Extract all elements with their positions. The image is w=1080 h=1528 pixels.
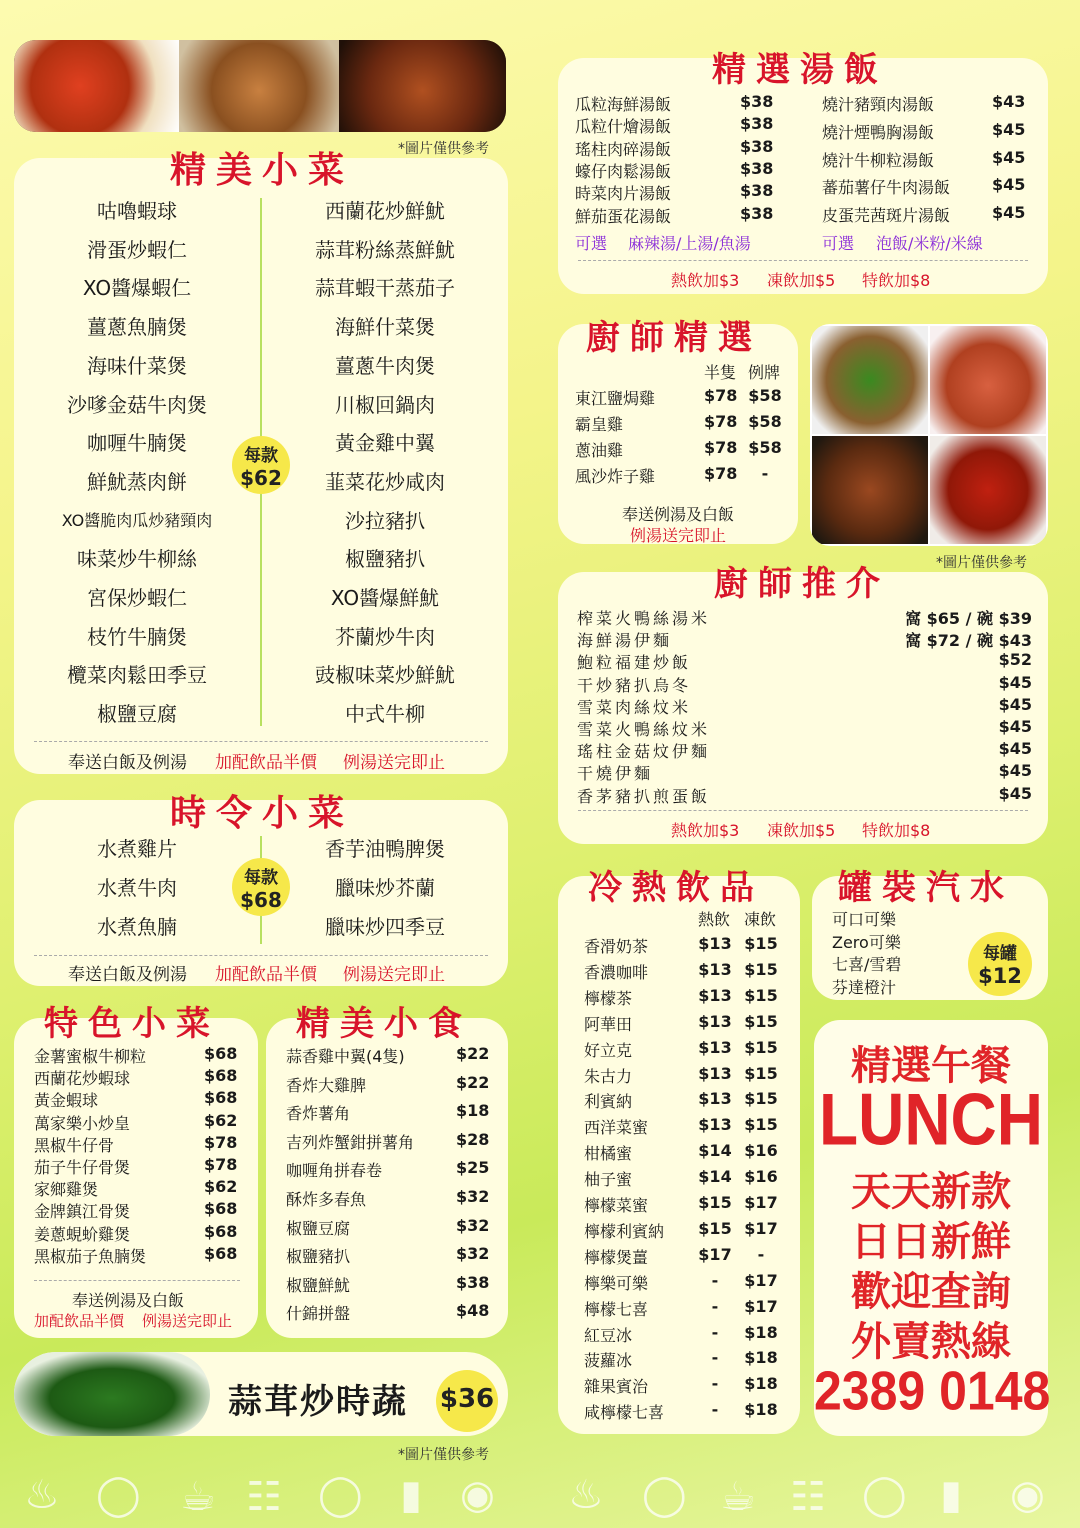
drink-cold-price: $16 <box>744 1141 778 1161</box>
shiling-footer-a: 奉送白飯及例湯 <box>68 965 187 985</box>
soup-rice-price: $45 <box>992 203 1026 223</box>
cup-icon: ☕ <box>720 1474 756 1520</box>
chef-dish-half: $78 <box>704 438 738 457</box>
snack-item-price: $32 <box>456 1187 490 1206</box>
drink-name: 紅豆冰 <box>584 1325 633 1345</box>
drink-name: 檸檬煲薑 <box>584 1247 649 1267</box>
snack-item-name: 蒜香雞中翼(4隻) <box>286 1047 405 1066</box>
drink-hot-price: $13 <box>698 1063 732 1083</box>
drink-hot-price: $13 <box>698 1115 732 1135</box>
chef-dish-name: 霸皇雞 <box>575 415 624 434</box>
lunch-line4: 日日新鮮 <box>851 1219 1011 1265</box>
dish-item: 咕嚕蝦球 <box>97 199 177 223</box>
rec-dish-name: 香茅豬扒煎蛋飯 <box>577 786 711 806</box>
rec-dish-name: 榨菜火鴨絲湯米 <box>577 609 711 628</box>
drink-icon: ▮ <box>940 1472 963 1518</box>
dish-item: 香芋油鴨脾煲 <box>325 837 445 861</box>
dish-item: 味菜炒牛柳絲 <box>77 547 197 572</box>
xiaocai-footer-c: 例湯送完即止 <box>343 753 445 773</box>
chef-dish-half: $78 <box>704 412 738 431</box>
dish-item-price: $68 <box>204 1088 238 1108</box>
dish-item-name: 姜蔥蜆蚧雞煲 <box>34 1224 131 1244</box>
drink-name: 香滑奶茶 <box>584 937 649 956</box>
soup-rice-price: $45 <box>992 175 1026 195</box>
chef-sel-col-half: 半隻 <box>704 363 737 382</box>
dish-item: 水煮牛肉 <box>97 876 177 900</box>
dish-item: 川椒回鍋肉 <box>335 392 435 417</box>
rec-dish-name: 瑤柱金菇炆伊麵 <box>577 742 711 762</box>
dish-item: 蒜茸蝦干蒸茄子 <box>315 276 455 301</box>
soup-rice-price: $38 <box>740 203 774 223</box>
drink-name: 雜果賓治 <box>584 1377 649 1397</box>
tangfan-opt-left: 麻辣湯/上湯/魚湯 <box>628 234 751 253</box>
soda-item: 芬達橙汁 <box>832 977 897 997</box>
dish-item: 蒜茸粉絲蒸鮮魷 <box>315 237 455 262</box>
dish-item: 滑蛋炒蝦仁 <box>87 237 187 262</box>
drink-hot-price: $17 <box>698 1244 732 1264</box>
soup-rice-name: 燒汁煙鴨胸湯飯 <box>822 122 935 142</box>
chef-dish-half: $78 <box>704 464 738 483</box>
noodle-bowl-icon: ◯ <box>862 1472 907 1518</box>
badge-label: 每款 <box>244 446 278 466</box>
xiaoshi-title: 精美小食 <box>296 1004 472 1044</box>
drink-cold-price: $15 <box>744 1115 778 1135</box>
drink-name: 利賓納 <box>584 1092 633 1112</box>
lunch-line6: 外賣熱線 <box>851 1319 1011 1365</box>
drink-hot-price: $15 <box>698 1218 732 1238</box>
rec-dish-price: $45 <box>998 717 1032 736</box>
chef-sel-footer-b: 例湯送完即止 <box>629 526 726 545</box>
drink-hot-price: $13 <box>698 985 732 1005</box>
chef-sel-footer-a: 奉送例湯及白飯 <box>621 505 734 524</box>
drink-hot-price: $15 <box>698 1193 732 1212</box>
drink-cold-price: $17 <box>744 1296 778 1316</box>
dish-item: XO醬爆蝦仁 <box>82 276 192 301</box>
soup-rice-name: 瑤柱肉碎湯飯 <box>575 139 672 159</box>
dish-item-price: $78 <box>204 1155 238 1174</box>
badge-price: $12 <box>978 964 1022 988</box>
chef-rec-title: 廚師推介 <box>714 564 890 604</box>
chef-dish-name: 蔥油雞 <box>575 441 624 460</box>
badge-label: 每罐 <box>983 944 1017 964</box>
snack-item-name: 吉列炸蟹鉗拼薯角 <box>286 1132 415 1152</box>
chef-sel-title: 廚師精選 <box>586 318 762 358</box>
drink-hot-price: $13 <box>698 959 732 979</box>
soup-rice-price: $38 <box>740 92 774 111</box>
rec-dish-name: 海鮮湯伊麵 <box>577 631 673 651</box>
dish-item: 鮮魷蒸肉餅 <box>87 469 187 494</box>
soup-rice-name: 鮮茄蛋花湯飯 <box>575 206 672 226</box>
drink-hot-price: $14 <box>698 1167 732 1187</box>
dish-item-name: 西蘭花炒蝦球 <box>34 1069 131 1089</box>
tese-footer-a: 奉送例湯及白飯 <box>72 1291 185 1310</box>
dish-item: 臘味炒四季豆 <box>325 915 445 939</box>
rec-dish-price: $45 <box>998 783 1032 803</box>
rec-dish-name: 雪菜火鴨絲炆米 <box>577 720 711 739</box>
chef-rec-drink-special: 特飲加$8 <box>862 821 931 840</box>
snack-item-name: 酥炸多春魚 <box>286 1190 367 1209</box>
drink-hot-price: $13 <box>698 1037 732 1057</box>
tese-title: 特色小菜 <box>44 1004 220 1044</box>
dish-item-name: 黑椒牛仔骨 <box>34 1135 115 1155</box>
drink-hot-price: - <box>711 1348 719 1368</box>
chef-dish-name: 風沙炸子雞 <box>575 467 656 486</box>
dish-item: 沙嗲金菇牛肉煲 <box>67 392 207 417</box>
soup-rice-name: 蕃茄薯仔牛肉湯飯 <box>822 178 951 198</box>
dish-item-name: 萬家樂小炒皇 <box>34 1113 131 1133</box>
veg-price: $36 <box>439 1384 495 1414</box>
xiaocai-footer-a: 奉送白飯及例湯 <box>68 753 187 773</box>
drink-cold-price: $15 <box>744 1063 778 1083</box>
snack-item-price: $32 <box>456 1215 490 1235</box>
soup-rice-name: 蠔仔肉鬆湯飯 <box>575 161 672 181</box>
rec-dish-price: 窩 $65 / 碗 $39 <box>905 609 1032 628</box>
chef-dish-regular: - <box>761 464 769 483</box>
rec-dish-name: 干燒伊麵 <box>577 764 654 784</box>
drink-name: 阿華田 <box>584 1014 633 1034</box>
drink-hot-price: $13 <box>698 1011 732 1031</box>
badge-price: $68 <box>240 888 282 912</box>
dish-item-price: $62 <box>204 1177 238 1197</box>
rec-dish-name: 雪菜肉絲炆米 <box>577 697 692 717</box>
lunch-phone: 2389 0148 <box>814 1360 1051 1422</box>
drink-name: 咸檸檬七喜 <box>584 1403 665 1423</box>
snack-item-name: 椒鹽豆腐 <box>286 1218 351 1238</box>
dish-item: 椒鹽豬扒 <box>345 547 425 572</box>
dish-item-name: 金牌鎮江骨煲 <box>34 1202 131 1222</box>
burger-icon: ☷ <box>790 1474 826 1520</box>
dish-item: 薑蔥魚腩煲 <box>87 315 187 340</box>
lunch-line3: 天天新款 <box>851 1169 1011 1215</box>
pot-icon: ♨ <box>568 1472 604 1518</box>
snack-item-price: $48 <box>456 1301 490 1321</box>
dish-item: 欖菜肉鬆田季豆 <box>67 663 207 688</box>
soup-rice-price: $38 <box>740 114 774 134</box>
snack-item-price: $18 <box>456 1101 490 1121</box>
burger-icon: ☷ <box>246 1474 282 1520</box>
drink-hot-price: $14 <box>698 1141 732 1161</box>
drink-name: 菠蘿冰 <box>584 1351 633 1371</box>
dish-item: 芥蘭炒牛肉 <box>335 624 435 649</box>
drink-cold-price: $15 <box>744 1011 778 1031</box>
drink-cold-price: $15 <box>744 959 778 979</box>
shiling-price-badge <box>232 858 290 916</box>
tangfan-drink-special: 特飲加$8 <box>862 271 931 290</box>
tangfan-title: 精選湯飯 <box>712 50 888 90</box>
dish-item: 韮菜花炒咸肉 <box>325 469 445 494</box>
tangfan-opt-right: 泡飯/米粉/米線 <box>876 234 983 253</box>
lunch-line2: LUNCH <box>819 1077 1043 1161</box>
rec-dish-price: 窩 $72 / 碗 $43 <box>905 631 1032 651</box>
shiling-title: 時令小菜 <box>170 792 355 834</box>
drink-cold-price: $15 <box>744 985 778 1005</box>
dish-item-price: $78 <box>204 1132 238 1152</box>
chef-rec-drink-hot: 熱飲加$3 <box>671 821 740 840</box>
snack-item-price: $32 <box>456 1244 490 1264</box>
dish-item-price: $68 <box>204 1221 238 1241</box>
xiaocai-title: 精美小菜 <box>170 149 355 191</box>
xiaocai-footer-line <box>34 741 488 742</box>
soup-rice-name: 燒汁牛柳粒湯飯 <box>822 150 935 170</box>
noodle-bowl-icon: ◯ <box>318 1472 363 1518</box>
drink-cold-price: $16 <box>744 1167 778 1187</box>
dish-item: 中式牛柳 <box>345 702 425 727</box>
soda-item: 可口可樂 <box>832 910 897 929</box>
soda-item: Zero可樂 <box>832 932 901 952</box>
tangfan-drink-cold: 凍飲加$5 <box>767 271 836 290</box>
chef-dish-regular: $58 <box>748 412 782 431</box>
drink-icon: ▮ <box>400 1472 423 1518</box>
dish-item-name: 茄子牛仔骨煲 <box>34 1158 131 1177</box>
tangfan-footer-line <box>578 260 1028 261</box>
drink-hot-price: $13 <box>698 1089 732 1109</box>
rec-dish-price: $45 <box>998 761 1032 781</box>
dish-item: 沙拉豬扒 <box>345 508 425 533</box>
chef-dish-regular: $58 <box>748 438 782 457</box>
drink-name: 檸檬七喜 <box>584 1299 649 1319</box>
drink-cold-price: $15 <box>744 934 778 953</box>
soup-rice-price: $45 <box>992 119 1026 139</box>
soup-rice-price: $38 <box>740 158 774 178</box>
shiling-footer-b: 加配飲品半價 <box>215 965 317 985</box>
dish-item: 水煮魚腩 <box>97 915 177 939</box>
veg-name: 蒜茸炒時蔬 <box>228 1382 408 1422</box>
snack-item-name: 香炸大雞脾 <box>286 1075 367 1095</box>
drink-name: 檸檬茶 <box>584 988 633 1008</box>
dish-item-price: $62 <box>204 1110 238 1130</box>
dish-item: 海味什菜煲 <box>87 353 187 378</box>
soup-rice-name: 時菜肉片湯飯 <box>575 184 672 204</box>
rec-dish-price: $45 <box>998 694 1032 714</box>
drink-cold-price: $15 <box>744 1037 778 1057</box>
tangfan-drink-hot: 熱飲加$3 <box>671 271 740 290</box>
food-photo-strip <box>14 40 506 132</box>
chef-photo-disclaimer: *圖片僅供參考 <box>936 555 1027 571</box>
veg-price-badge <box>436 1370 498 1432</box>
dish-item: 枝竹牛腩煲 <box>87 624 187 649</box>
dish-item: 臘味炒芥蘭 <box>335 876 435 900</box>
chef-rec-drink-cold: 凍飲加$5 <box>767 821 836 840</box>
soup-rice-price: $38 <box>740 136 774 156</box>
dish-item: 咖喱牛腩煲 <box>87 431 187 456</box>
rec-dish-name: 鮑粒福建炒飯 <box>577 653 692 673</box>
snack-item-name: 椒鹽鮮魷 <box>286 1275 351 1295</box>
rec-dish-price: $45 <box>998 739 1032 759</box>
chef-dish-name: 東江鹽焗雞 <box>575 389 656 408</box>
drinks-title: 冷熱飲品 <box>588 868 764 908</box>
chicken-leg-icon: ◉ <box>1010 1472 1045 1518</box>
drink-cold-price: $17 <box>744 1193 778 1212</box>
snack-item-price: $38 <box>456 1272 490 1292</box>
soup-rice-name: 燒汁豬頸肉湯飯 <box>822 95 935 114</box>
dish-item: 水煮雞片 <box>97 837 177 861</box>
drink-name: 好立克 <box>584 1040 633 1060</box>
drink-hot-price: - <box>711 1374 719 1394</box>
drink-cold-price: $18 <box>744 1374 778 1394</box>
soda-item: 七喜/雪碧 <box>832 955 902 974</box>
xiaocai-price-badge <box>232 436 290 494</box>
soup-rice-name: 瓜粒海鮮湯飯 <box>575 95 672 114</box>
drink-hot-price: - <box>711 1296 719 1316</box>
dish-item-name: 黃金蝦球 <box>34 1091 99 1111</box>
snack-item-name: 咖喱角拼春卷 <box>286 1161 383 1181</box>
chef-sel-col-regular: 例牌 <box>748 363 781 382</box>
dish-item-price: $68 <box>204 1044 238 1063</box>
drink-name: 西洋菜蜜 <box>584 1118 649 1138</box>
drink-hot-price: - <box>711 1270 719 1290</box>
drink-cold-price: $18 <box>744 1400 778 1420</box>
tangfan-opt-right-label: 可選 <box>822 234 855 253</box>
snack-item-name: 香炸薯角 <box>286 1104 351 1124</box>
pot-icon: ♨ <box>24 1472 60 1518</box>
veg-disclaimer: *圖片僅供參考 <box>398 1447 489 1463</box>
tangfan-opt-left-label: 可選 <box>575 234 608 253</box>
drink-name: 檸檬菜蜜 <box>584 1196 649 1215</box>
drink-cold-price: $17 <box>744 1270 778 1290</box>
soup-rice-name: 瓜粒什燴湯飯 <box>575 117 672 137</box>
soup-rice-price: $43 <box>992 92 1026 111</box>
lunch-line1: 精選午餐 <box>851 1043 1011 1089</box>
drink-cold-price: $15 <box>744 1089 778 1109</box>
dish-item-name: 黑椒茄子魚腩煲 <box>34 1246 147 1266</box>
snack-item-price: $22 <box>456 1072 490 1092</box>
dish-item-price: $68 <box>204 1066 238 1086</box>
snack-item-name: 什錦拼盤 <box>286 1304 351 1324</box>
bowl-icon: ◯ <box>96 1472 141 1518</box>
chef-dish-regular: $58 <box>748 386 782 405</box>
shiling-footer-c: 例湯送完即止 <box>343 965 445 985</box>
chef-rec-footer-line <box>578 810 1028 811</box>
rec-dish-name: 干炒豬扒烏冬 <box>577 675 692 695</box>
rec-dish-price: $52 <box>998 650 1032 670</box>
dish-item: 西蘭花炒鮮魷 <box>325 199 445 223</box>
snack-item-price: $28 <box>456 1129 490 1149</box>
drink-name: 朱古力 <box>584 1066 633 1086</box>
soup-rice-name: 皮蛋芫茜斑片湯飯 <box>822 206 951 226</box>
drink-name: 檸樂可樂 <box>584 1273 649 1293</box>
drink-name: 柚子蜜 <box>584 1170 633 1190</box>
drink-hot-price: $13 <box>698 934 732 953</box>
drink-hot-price: - <box>711 1400 719 1420</box>
drink-hot-price: - <box>711 1322 719 1342</box>
drinks-col-cold: 凍飲 <box>744 910 777 929</box>
dish-item: 椒鹽豆腐 <box>97 702 177 727</box>
drink-name: 檸檬利賓納 <box>584 1221 665 1241</box>
shiling-footer-line <box>34 955 488 956</box>
soda-title: 罐裝汽水 <box>838 868 1014 908</box>
dish-item-price: $68 <box>204 1199 238 1219</box>
tese-footer-c: 例湯送完即止 <box>142 1312 233 1330</box>
snack-item-price: $22 <box>456 1044 490 1063</box>
chef-photo-grid <box>810 324 1048 546</box>
dish-item: 宮保炒蝦仁 <box>87 586 187 610</box>
tese-footer-b: 加配飲品半價 <box>34 1312 125 1330</box>
dish-item: 海鮮什菜煲 <box>335 315 435 340</box>
drink-name: 香濃咖啡 <box>584 962 649 982</box>
veg-photo <box>14 1352 210 1436</box>
bowl-icon: ◯ <box>642 1472 687 1518</box>
dish-item-price: $68 <box>204 1243 238 1263</box>
soup-rice-price: $38 <box>740 181 774 201</box>
badge-price: $62 <box>240 466 282 490</box>
chef-dish-half: $78 <box>704 386 738 405</box>
dish-item-name: 家鄉雞煲 <box>34 1180 99 1200</box>
drink-name: 柑橘蜜 <box>584 1144 633 1164</box>
cup-icon: ☕ <box>180 1474 216 1520</box>
xiaocai-footer-b: 加配飲品半價 <box>215 753 317 773</box>
dish-item: 黃金雞中翼 <box>335 431 435 456</box>
dish-item: XO醬脆肉瓜炒豬頸肉 <box>61 510 213 530</box>
dish-item: 薑蔥牛肉煲 <box>335 353 435 378</box>
lunch-line5: 歡迎查詢 <box>851 1269 1011 1315</box>
drink-cold-price: - <box>757 1244 765 1264</box>
snack-item-price: $25 <box>456 1158 490 1178</box>
dish-item: XO醬爆鮮魷 <box>330 586 440 610</box>
drink-cold-price: $18 <box>744 1322 778 1342</box>
dish-item-name: 金薯蜜椒牛柳粒 <box>34 1047 147 1066</box>
snack-item-name: 椒鹽豬扒 <box>286 1247 351 1267</box>
chicken-leg-icon: ◉ <box>460 1472 495 1518</box>
drink-cold-price: $18 <box>744 1348 778 1368</box>
rec-dish-price: $45 <box>998 672 1032 692</box>
badge-label: 每款 <box>244 868 278 888</box>
drink-cold-price: $17 <box>744 1218 778 1238</box>
dish-item: 豉椒味菜炒鮮魷 <box>315 663 455 688</box>
soda-price-badge <box>968 932 1032 996</box>
soup-rice-price: $45 <box>992 147 1026 167</box>
photo-disclaimer: *圖片僅供參考 <box>398 141 489 157</box>
drinks-col-hot: 熱飲 <box>698 910 731 929</box>
tese-footer-line <box>34 1280 240 1281</box>
